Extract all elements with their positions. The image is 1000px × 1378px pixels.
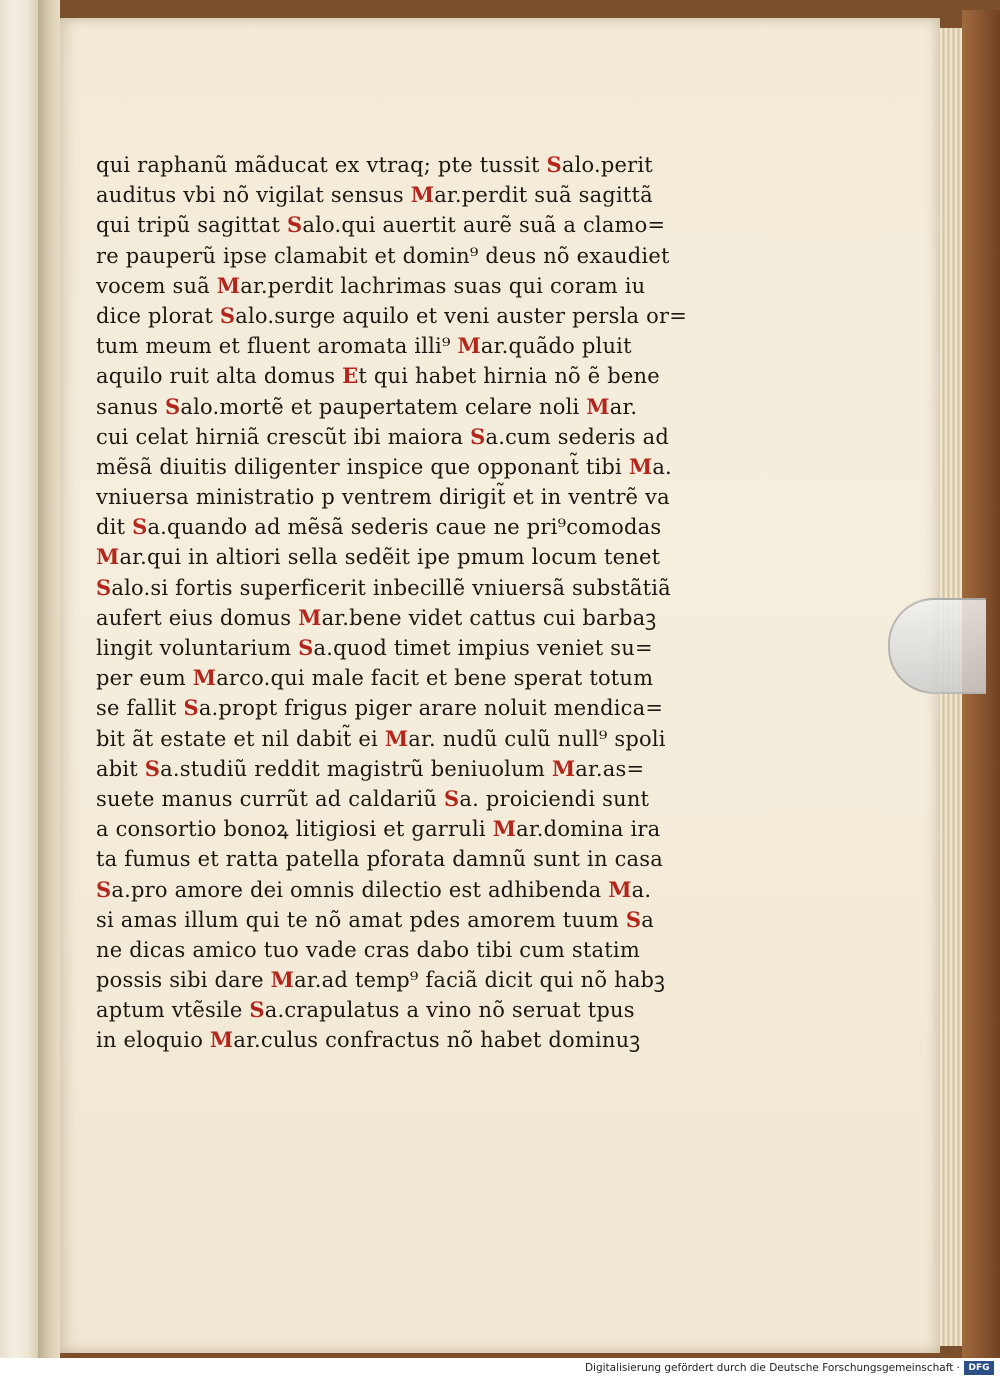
rubricated-initial: M	[192, 665, 217, 691]
line-text: a.quod timet impius veniet su=	[313, 636, 653, 660]
rubricated-initial: M	[209, 1027, 234, 1053]
text-line	[96, 422, 716, 452]
rubricated-initial: M	[457, 333, 481, 359]
rubricated-initial: S	[625, 906, 642, 932]
text-line	[96, 150, 716, 180]
line-text: per eum	[96, 666, 193, 691]
line-text: re pauperũ ipse clamabit et domin⁹ deus nõ exaudiet	[96, 243, 670, 268]
rubricated-initial: M	[608, 876, 632, 902]
line-text: dit	[96, 515, 133, 540]
rubricated-initial: S	[546, 152, 562, 177]
line-text: ar.quãdo pluit	[480, 334, 632, 359]
text-line	[96, 241, 716, 271]
text-line	[96, 633, 716, 663]
line-text: t qui habet hirnia nõ ẽ bene	[358, 364, 660, 389]
text-line	[96, 905, 716, 935]
rubricated-initial: M	[410, 182, 435, 208]
text-line	[96, 603, 716, 633]
line-text: ar.culus confractus nõ habet dominuꝫ	[233, 1028, 641, 1053]
digitization-footer	[0, 1358, 1000, 1378]
line-text: bit ãt estate et nil dabit̃ ei	[96, 726, 385, 751]
line-text: a.	[631, 877, 652, 902]
line-text: ar.perdit suã sagittã	[434, 183, 653, 208]
line-text: ar.qui in altiori sella sedẽit ipe pmum locum tenet	[119, 545, 661, 570]
text-line	[96, 512, 716, 542]
funding-credit: Digitalisierung gefördert durch die Deutsche Forschungsgemeinschaft ·	[584, 1362, 960, 1374]
line-text: ar.domina ira	[516, 817, 661, 842]
rubricated-initial: S	[165, 393, 181, 419]
text-line	[96, 361, 716, 391]
text-line	[96, 573, 716, 603]
facing-page-edge	[0, 0, 38, 1358]
page-clip	[888, 598, 986, 694]
line-text: a.propt frigus piger arare noluit mendica=	[198, 696, 664, 721]
text-line	[96, 965, 716, 995]
line-text: suete manus currũt ad caldariũ	[96, 786, 444, 811]
line-text: possis sibi dare	[96, 968, 271, 993]
line-text: alo.perit	[561, 153, 653, 177]
rubricated-initial: S	[470, 423, 486, 449]
rubricated-initial: S	[219, 302, 236, 328]
line-text: tum meum et fluent aromata illi⁹	[96, 334, 458, 359]
line-text: alo.surge aquilo et veni auster persla or=	[235, 303, 688, 328]
rubricated-initial: S	[132, 514, 148, 540]
line-text: auditus vbi nõ vigilat sensus	[96, 183, 411, 208]
line-text: a.studiũ reddit magistrũ beniuolum	[160, 756, 552, 781]
line-text: mẽsã diuitis diligenter inspice que opponant̃ tibi	[96, 454, 629, 479]
text-line	[96, 271, 716, 301]
text-line	[96, 392, 716, 422]
line-text: sanus	[96, 394, 165, 419]
line-text: a. proiciendi sunt	[459, 786, 650, 811]
line-text: in eloquio	[96, 1028, 210, 1053]
text-line	[96, 935, 716, 965]
rubricated-initial: S	[96, 574, 112, 600]
line-text: se fallit	[96, 696, 184, 721]
line-text: ar.bene videt cattus cui barbaꝫ	[321, 605, 657, 630]
text-line	[96, 1025, 716, 1055]
line-text: alo.mortẽ et paupertatem celare noli	[180, 394, 587, 419]
rubricated-initial: M	[586, 393, 610, 419]
line-text: dice plorat	[96, 303, 220, 328]
rubricated-initial: S	[96, 876, 112, 902]
line-text: ar.as=	[575, 756, 645, 781]
line-text: qui tripũ sagittat	[96, 213, 287, 238]
text-line	[96, 995, 716, 1025]
text-line	[96, 331, 716, 361]
rubricated-initial: S	[443, 785, 460, 811]
line-text: alo.si fortis superficerit inbecillẽ vniuersã substãtiã	[111, 575, 671, 600]
line-text: ta fumus et ratta patella pforata damnũ sunt in casa	[96, 847, 663, 872]
text-line	[96, 754, 716, 784]
rubricated-initial: M	[628, 453, 653, 479]
rubricated-initial: S	[286, 212, 303, 238]
text-line	[96, 784, 716, 814]
line-text: qui raphanũ mãducat ex vtraq; pte tussit	[96, 153, 547, 177]
text-line	[96, 180, 716, 210]
line-text: arco.qui male facit et bene sperat totum	[216, 666, 654, 691]
rubricated-initial: M	[96, 544, 120, 570]
rubricated-initial: M	[492, 816, 517, 842]
line-text: a consortio bonoꝝ litigiosi et garruli	[96, 817, 493, 842]
text-line	[96, 693, 716, 723]
text-line	[96, 301, 716, 331]
rubricated-initial: M	[270, 967, 295, 993]
text-line	[96, 814, 716, 844]
rubricated-initial: S	[298, 635, 314, 660]
rubricated-initial: M	[384, 725, 409, 751]
text-line	[96, 663, 716, 693]
rubricated-initial: E	[342, 363, 359, 389]
rubricated-initial: S	[249, 997, 265, 1023]
incunable-text-block	[96, 150, 716, 1056]
line-text: aptum vtẽsile	[96, 998, 250, 1023]
line-text: a.quando ad mẽsã sederis caue ne pri⁹comodas	[147, 515, 662, 540]
text-line	[96, 875, 716, 905]
line-text: a	[641, 907, 654, 932]
dfg-logo: DFG	[964, 1361, 994, 1375]
rubricated-initial: M	[216, 272, 241, 298]
rubricated-initial: S	[144, 755, 161, 781]
line-text: ar.perdit lachrimas suas qui coram iu	[240, 273, 646, 298]
line-text: ar. nudũ culũ null⁹ spoli	[408, 726, 666, 751]
line-text: ar.ad temp⁹ faciã dicit qui nõ habꝫ	[294, 968, 666, 993]
line-text: si amas illum qui te nõ amat pdes amorem tuum	[96, 907, 626, 932]
line-text: ne dicas amico tuo vade cras dabo tibi cum statim	[96, 937, 640, 962]
text-line	[96, 210, 716, 240]
line-text: aufert eius domus	[96, 605, 299, 630]
line-text: ar.	[609, 394, 638, 419]
text-line	[96, 724, 716, 754]
line-text: aquilo ruit alta domus	[96, 364, 343, 389]
line-text: a.cum sederis ad	[485, 424, 670, 449]
rubricated-initial: S	[183, 695, 199, 721]
line-text: abit	[96, 756, 145, 781]
line-text: alo.qui auertit aurẽ suã a clamo=	[302, 213, 666, 238]
rubricated-initial: M	[551, 755, 576, 781]
text-line	[96, 844, 716, 874]
line-text: vniuersa ministratio p ventrem dirigit̃ et in ventrẽ va	[96, 485, 670, 510]
line-text: a.crapulatus a vino nõ seruat tpus	[264, 998, 635, 1023]
line-text: vocem suã	[96, 273, 217, 298]
line-text: a.pro amore dei omnis dilectio est adhibenda	[111, 877, 609, 902]
line-text: lingit voluntarium	[96, 636, 299, 660]
line-text: a.	[652, 454, 672, 479]
text-line	[96, 542, 716, 572]
rubricated-initial: M	[298, 604, 322, 630]
text-line	[96, 452, 716, 482]
text-line	[96, 482, 716, 512]
line-text: cui celat hirniã crescũt ibi maiora	[96, 424, 471, 449]
binding-gutter	[38, 0, 60, 1358]
